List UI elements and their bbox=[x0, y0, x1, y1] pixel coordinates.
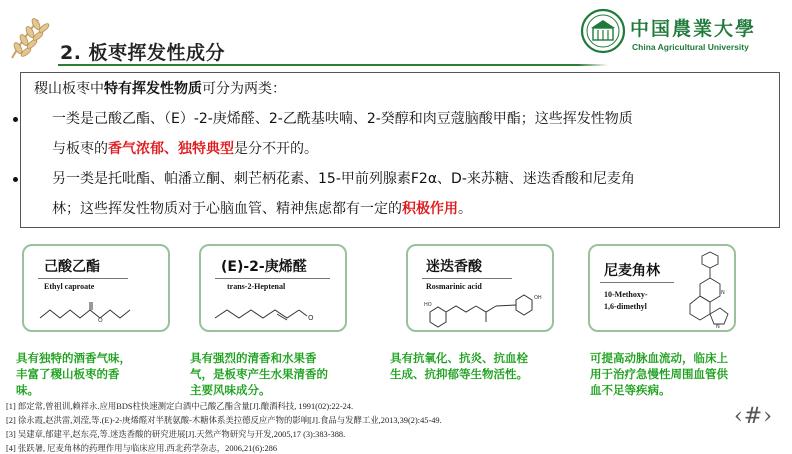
reference-3: [3] 吴建章,郁建平,赵东亮,等.迷迭香酸的研究进展[J].天然产物研究与开发,2005,17 (3):383-388. bbox=[6, 430, 346, 439]
card-subtitle: Rosmarinic acid bbox=[426, 282, 482, 291]
compound-card-heptenal bbox=[199, 244, 347, 332]
card-divider bbox=[38, 278, 128, 279]
card-description-nicergoline bbox=[590, 350, 728, 398]
bullet1-text: 与板枣的 bbox=[52, 141, 108, 157]
reference-2: [2] 徐永霞,赵洪雷,刘滢,等.(E)-2-庚烯醛对半胱氨酸-木糖体系美拉德反应产物的影响[J].食品与发酵工业,2013,39(2):45-49. bbox=[6, 416, 442, 425]
desc-line: 生成、抗抑郁等生物活性。 bbox=[390, 367, 528, 381]
bullet2-emphasis: 积极作用 bbox=[402, 201, 458, 217]
bullet-icon bbox=[13, 177, 18, 182]
svg-text:N: N bbox=[721, 290, 725, 296]
svg-text:N: N bbox=[716, 324, 720, 330]
card-divider bbox=[422, 278, 512, 279]
card-subtitle-line1: 10-Methoxy- bbox=[604, 290, 648, 299]
card-description-heptenal bbox=[190, 350, 328, 398]
wheat-icon bbox=[6, 14, 58, 60]
card-subtitle-line2: 1,6-dimethyl bbox=[604, 302, 647, 311]
compound-card-ethyl-caproate bbox=[22, 244, 170, 332]
bullet2-text-end: 。 bbox=[458, 201, 472, 217]
desc-line: 味。 bbox=[16, 383, 39, 397]
svg-text:O: O bbox=[98, 317, 103, 324]
intro-text-end: 可分为两类： bbox=[202, 81, 286, 97]
rosmarinic-acid-structure bbox=[418, 292, 548, 330]
desc-line: 丰富了稷山板枣的香 bbox=[16, 367, 120, 381]
ethyl-caproate-structure bbox=[34, 300, 154, 326]
bullet2-line2 bbox=[52, 198, 472, 218]
bullet1-line1: 一类是己酸乙酯、（E）-2-庚烯醛、2-乙酰基呋喃、2-癸醇和肉豆蔻脑酸甲酯；这些挥发性物质 bbox=[52, 111, 633, 127]
card-description-rosmarinic-acid bbox=[390, 350, 528, 382]
bullet1-line2 bbox=[52, 138, 318, 158]
card-subtitle: trans-2-Heptenal bbox=[227, 282, 286, 291]
svg-text:OH: OH bbox=[534, 295, 542, 301]
svg-text:O: O bbox=[308, 314, 314, 322]
reference-4: [4] 张跃暑, 尼麦角林的药理作用与临床应用.西北药学杂志，2006,21(6):286 bbox=[6, 444, 278, 453]
page-number: ‹#› bbox=[734, 404, 774, 429]
compound-card-rosmarinic-acid bbox=[406, 244, 554, 332]
university-name-english: China Agricultural University bbox=[632, 42, 749, 52]
desc-line: 可提高动脉血流动，临床上 bbox=[590, 351, 728, 365]
svg-text:HO: HO bbox=[424, 302, 432, 308]
nicergoline-structure bbox=[680, 248, 734, 330]
card-subtitle: Ethyl caproate bbox=[44, 282, 95, 291]
heptenal-structure bbox=[211, 298, 335, 326]
intro-line bbox=[34, 78, 286, 98]
bullet1-emphasis: 香气浓郁、独特典型 bbox=[108, 141, 234, 157]
card-title: (E)-2-庚烯醛 bbox=[221, 259, 307, 275]
card-divider bbox=[215, 278, 330, 279]
desc-line: 用于治疗急慢性周围血管供 bbox=[590, 367, 728, 381]
desc-line: 具有强烈的清香和水果香 bbox=[190, 351, 317, 365]
intro-emphasis: 特有挥发性物质 bbox=[104, 81, 202, 97]
compound-card-nicergoline bbox=[588, 244, 736, 332]
desc-line: 具有独特的酒香气味， bbox=[16, 351, 131, 365]
bullet1-text-end: 是分不开的。 bbox=[234, 141, 318, 157]
desc-line: 血不足等疾病。 bbox=[590, 383, 671, 397]
desc-line: 具有抗氧化、抗炎、抗血栓 bbox=[390, 351, 528, 365]
page-title: 2. 板枣挥发性成分 bbox=[60, 42, 226, 64]
intro-text: 稷山板枣中 bbox=[34, 81, 104, 97]
card-title: 己酸乙酯 bbox=[44, 259, 100, 275]
bullet-icon bbox=[13, 117, 18, 122]
card-title: 迷迭香酸 bbox=[426, 259, 482, 275]
university-seal-logo bbox=[580, 8, 626, 54]
card-divider bbox=[600, 282, 674, 283]
desc-line: 主要风味成分。 bbox=[190, 383, 271, 397]
bullet2-text: 林；这些挥发性物质对于心脑血管、精神焦虑都有一定的 bbox=[52, 201, 402, 217]
bullet2-line1: 另一类是托吡酯、帕潘立酮、刺芒柄花素、15-甲前列腺素F2α、D-来苏糖、迷迭香酸和尼麦角 bbox=[52, 171, 635, 187]
title-underline bbox=[58, 64, 578, 66]
desc-line: 气，是板枣产生水果清香的 bbox=[190, 367, 328, 381]
card-description-ethyl-caproate bbox=[16, 350, 131, 398]
university-name-chinese: 中国農業大學 bbox=[630, 18, 757, 40]
title-underline-fade bbox=[578, 64, 608, 66]
reference-1: [1] 郎定常,曾祖训,赖祥永.应用BDS柱快速测定白酒中己酸乙酯含量[J].酿酒科技, 1991(02):22-24. bbox=[6, 402, 354, 411]
card-title: 尼麦角林 bbox=[604, 263, 660, 279]
